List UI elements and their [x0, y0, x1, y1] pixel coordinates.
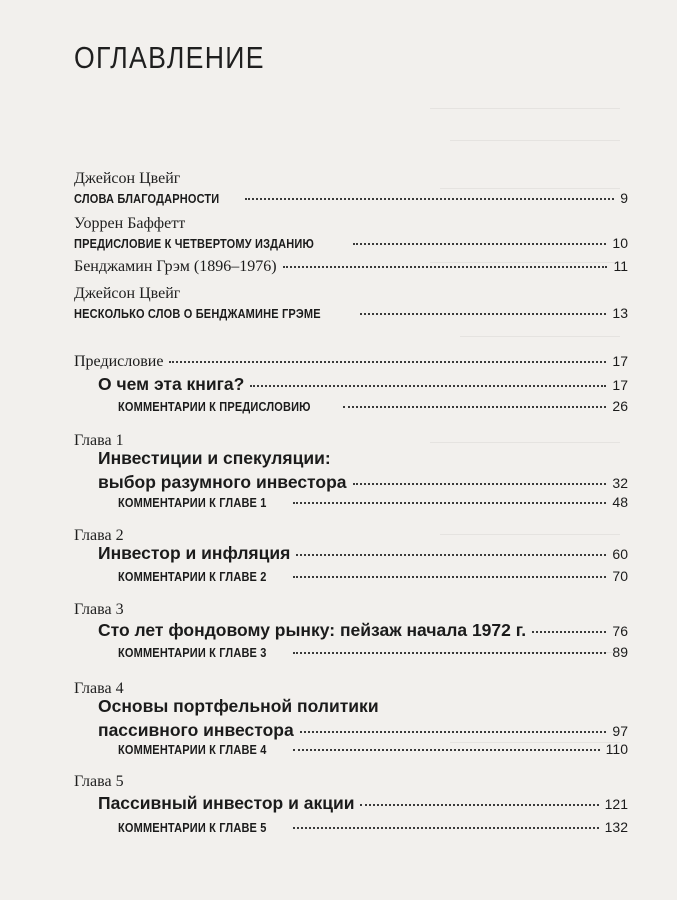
dot-leader [293, 749, 600, 751]
page-number: 26 [612, 398, 628, 414]
toc-entry-title: СЛОВА БЛАГОДАРНОСТИ [74, 192, 220, 206]
toc-entry-chapter-3-comments[interactable] [118, 644, 628, 660]
dot-leader [360, 313, 606, 315]
toc-entry-title: КОММЕНТАРИИ К ГЛАВЕ 3 [118, 646, 267, 660]
toc-entry-preface-comments[interactable] [118, 398, 628, 414]
toc-entry-chapter-1[interactable] [98, 448, 628, 493]
toc-entry-title: КОММЕНТАРИИ К ГЛАВЕ 1 [118, 496, 267, 510]
toc-entry-chapter-2[interactable] [98, 543, 628, 564]
toc-entry-chapter-1-comments[interactable] [118, 494, 628, 510]
toc-entry-chapter-5[interactable] [98, 793, 628, 814]
dot-leader [353, 243, 607, 245]
dot-leader [532, 631, 606, 633]
chapter-label: Глава 1 [74, 432, 124, 449]
dot-leader [353, 483, 607, 485]
page-number: 17 [612, 353, 628, 369]
toc-entry-chapter-4[interactable] [98, 696, 628, 741]
author-label: Уоррен Баффетт [74, 215, 186, 232]
page-number: 11 [613, 258, 628, 274]
dot-leader [293, 827, 599, 829]
page-number: 48 [612, 494, 628, 510]
dot-leader [293, 576, 607, 578]
page-number: 121 [604, 796, 628, 812]
toc-entry-title: КОММЕНТАРИИ К ПРЕДИСЛОВИЮ [118, 400, 311, 414]
chapter-label: Глава 2 [74, 527, 124, 544]
dot-leader [293, 652, 607, 654]
toc-entry-acknowledgements[interactable] [74, 190, 628, 206]
dot-leader [300, 731, 607, 733]
chapter-label: Глава 4 [74, 680, 124, 697]
toc-entry-title-line2: выбор разумного инвестора [98, 472, 347, 492]
page-number: 89 [612, 644, 628, 660]
toc-entry-chapter-3[interactable] [98, 620, 628, 641]
toc-entry-chapter-2-comments[interactable] [118, 568, 628, 584]
toc-entry-chapter-4-comments[interactable] [118, 741, 628, 757]
toc-entry-title: КОММЕНТАРИИ К ГЛАВЕ 4 [118, 743, 267, 757]
toc-entry-title-line1: Инвестиции и спекуляции: [98, 448, 331, 468]
toc-entry-title: КОММЕНТАРИИ К ГЛАВЕ 2 [118, 570, 267, 584]
toc-entry-title: О чем эта книга? [98, 374, 245, 394]
toc-entry-about-graham[interactable] [74, 305, 628, 321]
author-label: Джейсон Цвейг [74, 170, 181, 187]
toc-entry-title: Инвестор и инфляция [98, 543, 291, 563]
toc-entry-preface[interactable] [74, 353, 628, 371]
dot-leader [343, 406, 606, 408]
toc-entry-title: КОММЕНТАРИИ К ГЛАВЕ 5 [118, 821, 267, 835]
chapter-label: Глава 5 [74, 773, 124, 790]
toc-entry-about-book[interactable] [98, 374, 628, 395]
toc-entry-title: ПРЕДИСЛОВИЕ К ЧЕТВЕРТОМУ ИЗДАНИЮ [74, 237, 315, 251]
dot-leader [245, 198, 614, 200]
page-number: 110 [605, 741, 628, 757]
dot-leader [360, 804, 598, 806]
toc-entry-chapter-5-comments[interactable] [118, 819, 628, 835]
toc-entry-title: Сто лет фондовому рынку: пейзаж начала 1972 г. [98, 620, 527, 640]
toc-entry-foreword[interactable] [74, 235, 628, 251]
dot-leader [296, 554, 606, 556]
dot-leader [250, 385, 606, 387]
page-number: 9 [620, 190, 628, 206]
toc-entry-graham[interactable] [74, 258, 628, 276]
page-number: 60 [612, 546, 628, 562]
page-number: 17 [612, 377, 628, 393]
author-label: Джейсон Цвейг [74, 285, 181, 302]
page-number: 76 [612, 623, 628, 639]
toc-entry-title: Предисловие [74, 353, 164, 370]
toc-entry-title-line1: Основы портфельной политики [98, 696, 379, 716]
dot-leader [283, 266, 608, 268]
page-title: ОГЛАВЛЕНИЕ [74, 40, 265, 75]
toc-entry-title: НЕСКОЛЬКО СЛОВ О БЕНДЖАМИНЕ ГРЭМЕ [74, 307, 321, 321]
chapter-label: Глава 3 [74, 601, 124, 618]
page-number: 132 [604, 819, 628, 835]
page-number: 13 [612, 305, 628, 321]
page-number: 97 [612, 723, 628, 739]
toc-entry-title-line2: пассивного инвестора [98, 720, 294, 740]
dot-leader [293, 502, 607, 504]
dot-leader [169, 361, 606, 363]
page-number: 32 [612, 475, 628, 491]
toc-entry-title: Бенджамин Грэм (1896–1976) [74, 258, 277, 275]
toc-entry-title: Пассивный инвестор и акции [98, 793, 355, 813]
page-number: 70 [612, 568, 628, 584]
page-number: 10 [612, 235, 628, 251]
